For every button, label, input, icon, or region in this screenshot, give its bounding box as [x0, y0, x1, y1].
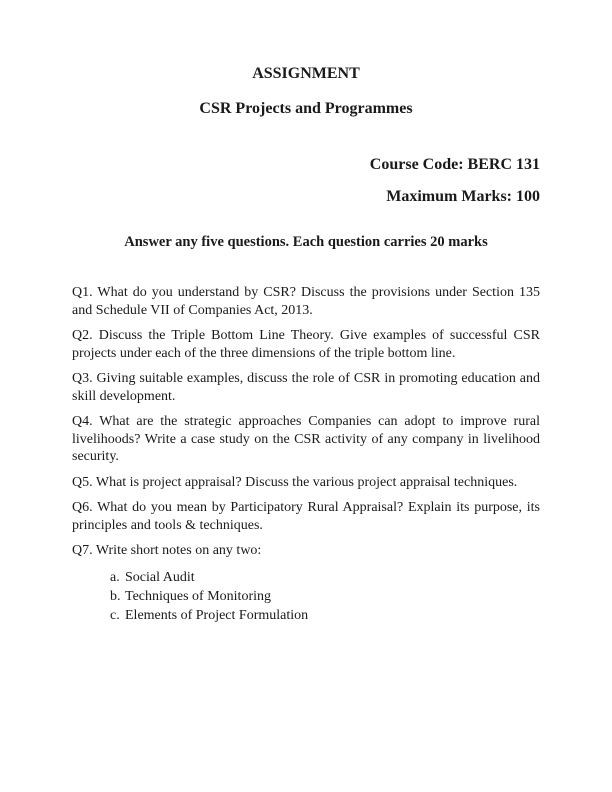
question-1: Q1. What do you understand by CSR? Discuss the provisions under Section 135 and Schedule VII of Companies Act, 2013. [72, 285, 540, 318]
maximum-marks: Maximum Marks: 100 [386, 188, 540, 205]
question-2: Q2. Discuss the Triple Bottom Line Theory. Give examples of successful CSR projects under each of the three dimensions of the triple bottom line. [72, 328, 540, 361]
question-5: Q5. What is project appraisal? Discuss the various project appraisal techniques. [72, 474, 518, 490]
question-4: Q4. What are the strategic approaches Companies can adopt to improve rural livelihoods? Write a case study on the CSR activity of any company in livelihood security. [72, 414, 540, 464]
answer-instruction: Answer any five questions. Each question carries 20 marks [124, 234, 488, 250]
question-7: Q7. Write short notes on any two: [72, 543, 262, 558]
question-3: Q3. Giving suitable examples, discuss the role of CSR in promoting education and skill development. [72, 371, 540, 404]
document-subtitle: CSR Projects and Programmes [199, 100, 413, 117]
list-item [110, 587, 540, 606]
course-code: Course Code: BERC 131 [369, 156, 540, 173]
list-item-text: Social Audit [125, 569, 195, 585]
question-7-options-list [110, 568, 540, 625]
question-6: Q6. What do you mean by Participatory Rural Appraisal? Explain its purpose, its principles and tools & techniques. [72, 500, 540, 533]
questions-section [72, 284, 540, 625]
course-meta-block [72, 155, 540, 207]
list-item-marker: a. [110, 569, 120, 585]
list-item-marker: b. [110, 588, 121, 604]
list-item [110, 606, 540, 625]
document-title: ASSIGNMENT [252, 65, 360, 82]
list-item-text: Techniques of Monitoring [125, 588, 271, 604]
list-item-marker: c. [110, 607, 120, 623]
list-item-text: Elements of Project Formulation [125, 607, 309, 623]
list-item [110, 568, 540, 587]
